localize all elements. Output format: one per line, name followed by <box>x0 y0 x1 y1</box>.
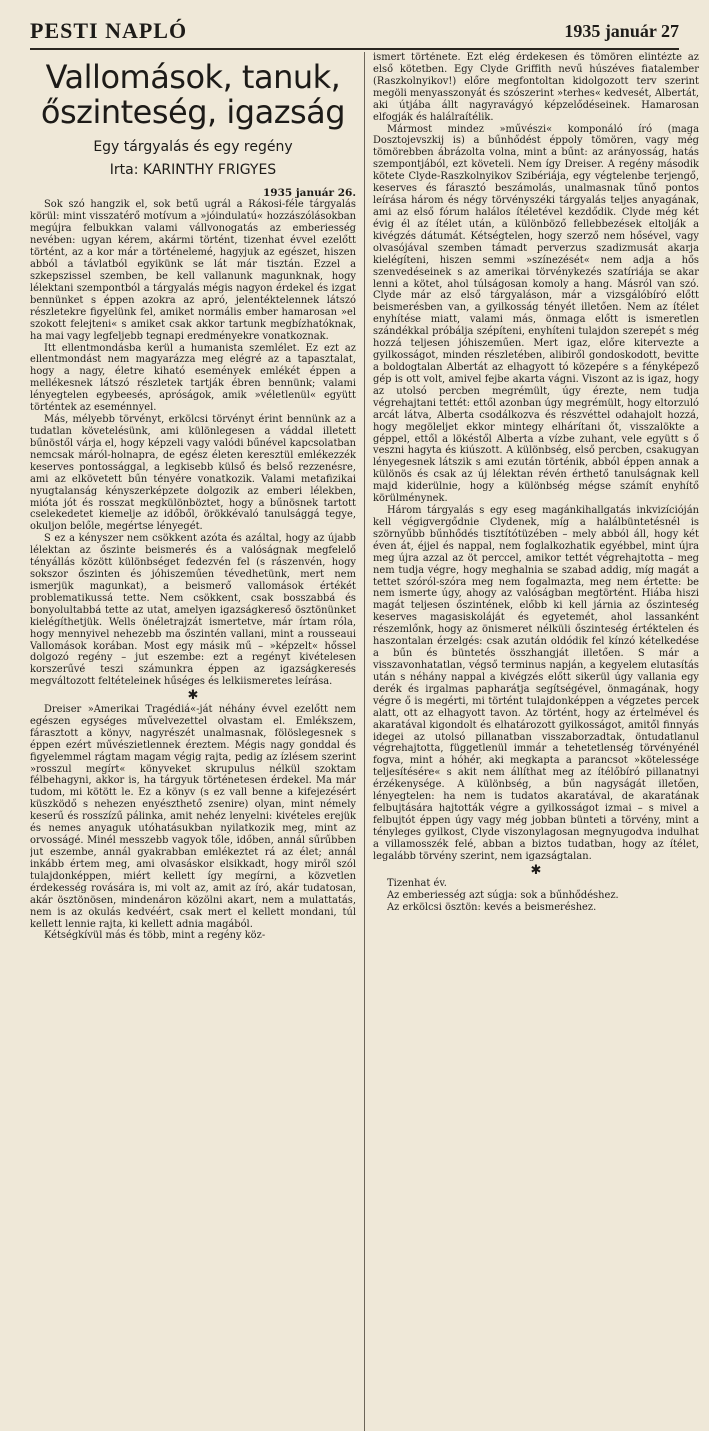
article-body <box>30 52 699 1431</box>
section-divider-star: ✱ <box>187 688 199 704</box>
article-headline: Vallomások, tanuk, őszinteség, igazság <box>40 58 346 131</box>
left-column <box>30 52 365 1431</box>
closing-line: Tizenhat év. <box>387 878 447 890</box>
paragraph: Más, mélyebb törvényt, erkölcsi törvényt érint bennünk az a tudatlan követelésünk, ami különlegesen a váddal illetett bűnöstől várja el, hogy képzeli vagy valódi bűnével kapcsolatban nemcsak máról-holnapra, de egész életen keresztül emlékezzék keserves pontossággal, a legkisebb külső és belső rezzenésre, ami az elkövetett bűn tényére vonatkozik. Valami metafizikai nyugtalanság kényszerképzete dolgozik az emberi lélekben, mióta jót és rosszat megkülönböztet, hogy a bűnösnek tartott cselekedetet kiemelje az időből, örökkévaló tanulsággá tegye, okuljon belőle, megértse lényegét. <box>30 414 356 533</box>
paragraph: Mármost mindez »művészi« komponáló író (maga Dosztojevszkij is) a bűnhődést éppoly tömören, vagy még tömörebben ábrázolta volna, mint a bűnt: az arányosság, hatás szempontjából, ezt követeli. Nem így Dreiser. A regény második kötete Clyde-Raszkolnyikov Szibériája, egy végtelenbe terjengő, keserves és fárasztó beszámolás, unalmasnak tűnő pontos leírása három és négy törvényszéki tárgyalás teljes anyagának, ami az első fórum halálos ítéletével kezdődik. Clyde még két évig él az ítélet után, a különböző fellebbezések eltolják a kivégzés dátumát. Kétségtelen, hogy szerző nem hősével, vagy olvasójával szemben támadt perverzus szadizmusát akarja kielégíteni, hiszen semmi »színezését« nem adja a hős szenvedéseinek s az amerikai törvénykezés szatíriája se akar lenni a kötet, ahol túlságosan komoly a hang. Másról van szó. Clyde már az első tárgyaláson, már a vizsgálóbíró előtt beismerésben van, a gyilkosság tényét illetően. Nem az ítélet enyhítése miatt, valami más, önmaga előtt is ismeretlen szándékkal próbálja szépíteni, enyhíteni tulajdon szerepét s még hozzá teljesen jóhiszeműen. Mert igaz, előre kitervezte a gyilkosságot, minden részletében, alibiről gondoskodott, bevitte a boldogtalan Albertát az elhagyott tó közepére s a fényképező gép is ott volt, amivel fejbe akarta vágni. Viszont az is igaz, hogy az utolsó percben megrémült, úgy érezte, nem tudja végrehajtani tettét: ettől azonban úgy megrémült, hogy eltorzuló arcát látva, Alberta csodálkozva és részvéttel odahajolt hozzá, hogy megöleljet ekkor mintegy elhárítani őt, visszalökte a géppel, ettől a lökéstől Alberta a vízbe zuhant, vele együtt s ő veszni hagyta és kiúszott. A különbség, első percben, csakugyan lényegesnek látszik s ami ezután történik, abból éppen annak a különös és csak az új lélektan révén érthető tanulságnak kell majd kiderülnie, hogy a különbség mégse számít enyhítő körülménynek. <box>373 123 699 505</box>
newspaper-name: PESTI NAPLÓ <box>30 18 188 43</box>
paragraph: Három tárgyalás s egy eseg magánkihallgatás inkvizícióján kell végigvergődnie Clydenek, míg a halálbüntetésnél is szörnyűbb bűnhődés tisztítótüzében – mely abból áll, hogy két éven át, éjjel és nappal, nem foglalkozhatik egyébbel, mint újra meg újra azzal az öt perccel, amikor tettét végrehajtotta – meg nem tudja végre, hogy meghalnia se szabad addig, míg magát a tettet szóról-szóra meg nem fogalmazta, meg nem értette: be nem ismerte úgy, ahogy az valóságban megtörtént. Hiába hiszi magát teljesen őszintének, előbb ki kell járnia az őszinteség keserves magasiskoláját és egyetemét, ahol lassanként részemlőnk, hogy az önismeret nélküli őszinteség értéktelen és haszontalan érzelgés: csak azután oldódik fel kínzó kételkedése a bűn és büntetés összhangját illetően. S már a visszavonhatatlan, végső terminus napján, a kegyelem elutasítás után s néhány nappal a kivégzés előtt sikerül úgy vallania egy derék és irgalmas papharátja segítségével, önmagának, hogy végre ő is megérti, mi történt tulajdonképpen a végzetes percek alatt, ott az elhagyott tavon. Az történt, hogy az értelmével és akaratával kigondolt és elhatározott gyilkosságot, amitől finnyás idegei az utolsó pillanatban visszaborzadtak, öntudatlanul végrehajtotta, függetlenül immár a tehetetlenség törvényénél fogva, mint a hóhér, aki megkapta a parancsot »kötelessége teljesítésére« s akit nem állíthat meg az ítélőbíró pillanatnyi érzékenysége. A különbség, a bűn nagyságát illetően, lényegtelen: ha nem is tudatos akaratával, de akaratának felbujtására hajtották végre a gyilkosságot izmai – s mivel a felbujtót éppen úgy vagy még jobban bünteti a törvény, mint a tényleges gyilkost, Clyde viszonylagosan megnyugodva indulhat a villamosszék felé, abban a biztos tudatban, hogy az ítélet, legalább törvény szerint, nem igazságtalan. <box>373 505 699 862</box>
paragraph: Sok szó hangzik el, sok betű ugrál a Rákosi-féle tárgyalás körül: mint visszatérő motívum a »jóindulatú« hozzászólásokban megújra felbukkan valami vállvonogatás az emberiesség nevében: ugyan kérem, akármi történt, tizenhat évvel ezelőtt történt, az a kor már a történelemé, hagyjuk az egészet, hiszen abból a távlatból egyikünk se lát már tisztán. Ezzel a szkepszissel szemben, be kell vallanunk magunknak, hogy lélektani szempontból a tárgyalás mégis nagyon érdekel és izgat bennünket s éppen azokra az apró, jelentéktelennek látszó részletekre figyelünk fel, amiket normális ember hamarosan »el szokott felejteni« s amiket csak akkor tartunk megbízhatóknak, ha mai vagy legfeljebb tegnapi eredményekre vonatkoznak. <box>30 199 356 342</box>
masthead <box>30 14 679 50</box>
closing-line: Az emberiesség azt súgja: sok a bűnhődéshez. <box>387 890 619 902</box>
paragraph: Kétségkívül más és több, mint a regény köz- <box>44 930 266 942</box>
right-column <box>365 52 699 1431</box>
article-byline: Irta: KARINTHY FRIGYES <box>109 161 277 178</box>
paragraph: Itt ellentmondásba kerül a humanista szemlélet. Ez ezt az ellentmondást nem magyarázza meg elégré az a tapasztalat, hogy a nagy, életre kiható események emlékét éppen a mellékesnek látszó részletek tartják ébren bennünk; valami lényegtelen egybeesés, apróságok, amik »véletlenül« együtt történtek az eseménnyel. <box>30 342 356 414</box>
article-dateline: 1935 január 26. <box>262 186 356 199</box>
issue-date: 1935 január 27 <box>564 20 679 41</box>
article-subtitle: Egy tárgyalás és egy regény <box>93 139 293 156</box>
paragraph: ismert története. Ezt elég érdekesen és tömören elintézte az első kötetben. Egy Clyde Griffith nevű húszéves fiatalember (Raszkolnyikov!) előre megfontoltan kidolgozott terv szerint megöli menyasszonyát és szószerint »terhes« kedvesét, Albertát, aki útjába állt nagyravágyó képzelődéseinek. Hamarosan elfogják és halálraítélik. <box>373 52 699 123</box>
paragraph: S ez a kényszer nem csökkent azóta és azáltal, hogy az újabb lélektan az őszinte beismerés és a valóságnak megfelelő tényállás között különbséget fedezvén fel (s rászenvén, hogy sokszor őszinten és jóhiszeműen tévedhetünk, mert nem ismerjük magunkat), a beismerő vallomások értékét problematikussá tette. Nem csökkent, csak bosszabbá és bonyolultabbá tette az utat, amelyen igazságkereső ösztönünket kielégíthetjük. Wells önéletrajzát ismertetve, már írtam róla, hogy mennyivel nehezebb ma őszintén vallani, mint a rousseaui Vallomások korában. Most egy másik mű – »képzelt« hőssel dolgozó regény – jut eszembe: ezt a regényt kivételesen korszerűvé teszi számunkra éppen az igazságkeresés megváltozott feltételeinek hűséges és lelkiismeretes leírása. <box>30 533 356 688</box>
paragraph: Dreiser »Amerikai Tragédiá«-ját néhány évvel ezelőtt nem egészen egységes művelvezettel olvastam el. Emlékszem, fárasztott a könyv, nagyrészét unalmasnak, fölöslegesnek s éppen ezért művészietlennek éreztem. Mégis nagy gonddal és figyelemmel rágtam magam végig rajta, pedig az ízlésem szerint »rosszul megírt« könyveket skrupulus nélkül szoktam félbehagyni, akkor is, ha tárgyuk történetesen érdekel. Ma már tudom, mi kötött le. Ez a könyv (s ez vall benne a kifejezésért küszködő s nehezen enyészthető zsenire) olyan, mint némely keserű és rosszízű pálinka, amit nehéz lenyelni: kivételes erejük és nemes anyaguk utóhatásukban nyilatkozik meg, mint az orvosságé. Minél messzebb vagyok tőle, időben, annál sűrűbben jut eszembe, annál gyakrabban emlékeztet rá az élet; annál inkább értem meg, ami olvasáskor elsikkadt, hogy miről szól tulajdonképpen, miért kellett így megírni, a közvetlen érdekesség rovására is, mi volt az, amit az író, akár tudatosan, akár ösztönösen, mindenáron közölni akart, nem a mulattatás, nem is az okulás kedvéért, csak mert el kellett mondani, túl kellett lennie rajta, ki kellett adnia magából. <box>30 703 356 930</box>
closing-line: Az erkölcsi ösztön: kevés a beismeréshez. <box>387 902 597 914</box>
section-divider-star: ✱ <box>530 862 542 878</box>
